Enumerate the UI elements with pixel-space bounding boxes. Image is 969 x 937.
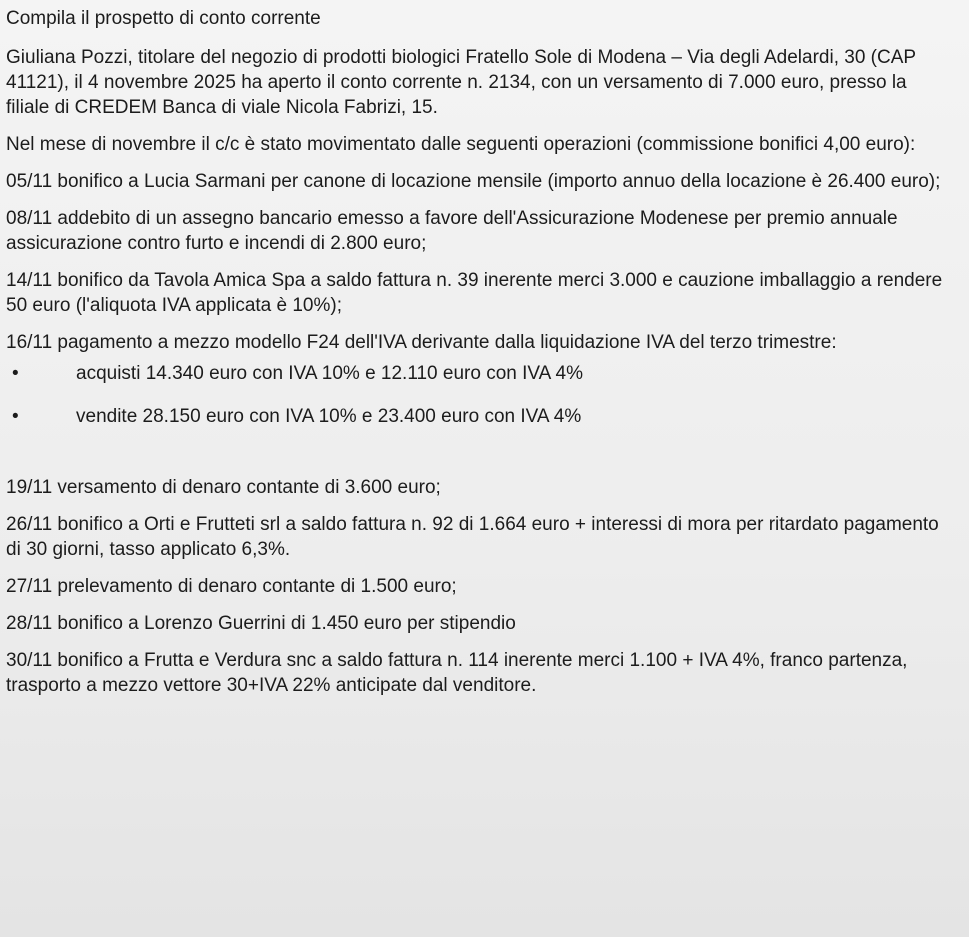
operation-1611: 16/11 pagamento a mezzo modello F24 dell'IVA derivante dalla liquidazione IVA del terzo trimestre: xyxy=(6,332,837,353)
operation-2811: 28/11 bonifico a Lorenzo Guerrini di 1.450 euro per stipendio xyxy=(6,613,516,634)
operation-2611: 26/11 bonifico a Orti e Frutteti srl a saldo fattura n. 92 di 1.664 euro + interessi di mora per ritardato pagamento di 30 giorni, tasso applicato 6,3%. xyxy=(6,514,939,560)
vat-bullet-list xyxy=(6,361,951,429)
operation-3011: 30/11 bonifico a Frutta e Verdura snc a saldo fattura n. 114 inerente merci 1.100 + IVA 4%, franco partenza, trasporto a mezzo vettore 30+IVA 22% anticipate dal venditore. xyxy=(6,650,908,696)
operation-0511: 05/11 bonifico a Lucia Sarmani per canone di locazione mensile (importo annuo della locazione è 26.400 euro); xyxy=(6,171,941,192)
operation-1411: 14/11 bonifico da Tavola Amica Spa a saldo fattura n. 39 inerente merci 3.000 e cauzione imballaggio a rendere 50 euro (l'aliquota IVA applicata è 10%); xyxy=(6,270,943,316)
bullet-icon: • xyxy=(12,363,19,384)
bullet-icon: • xyxy=(12,406,19,427)
operation-0811: 08/11 addebito di un assegno bancario emesso a favore dell'Assicurazione Modenese per premio annuale assicurazione contro furto e incendi di 2.800 euro; xyxy=(6,208,898,254)
exercise-title: Compila il prospetto di conto corrente xyxy=(6,8,321,29)
bullet-purchases xyxy=(6,361,951,386)
bullet-sales-text: vendite 28.150 euro con IVA 10% e 23.400 euro con IVA 4% xyxy=(76,406,582,427)
november-note: Nel mese di novembre il c/c è stato movimentato dalle seguenti operazioni (commissione bonifici 4,00 euro): xyxy=(6,134,916,155)
intro-paragraph: Giuliana Pozzi, titolare del negozio di prodotti biologici Fratello Sole di Modena – Via degli Adelardi, 30 (CAP 41121), il 4 novembre 2025 ha aperto il conto corrente n. 2134, con un versamento di 7.000 euro, presso la filiale di CREDEM Banca di viale Nicola Fabrizi, 15. xyxy=(6,47,916,118)
bullet-purchases-text: acquisti 14.340 euro con IVA 10% e 12.110 euro con IVA 4% xyxy=(76,363,584,384)
operation-1911: 19/11 versamento di denaro contante di 3.600 euro; xyxy=(6,477,441,498)
operation-2711: 27/11 prelevamento di denaro contante di 1.500 euro; xyxy=(6,576,457,597)
spacer xyxy=(6,447,951,475)
bullet-sales xyxy=(6,404,951,429)
